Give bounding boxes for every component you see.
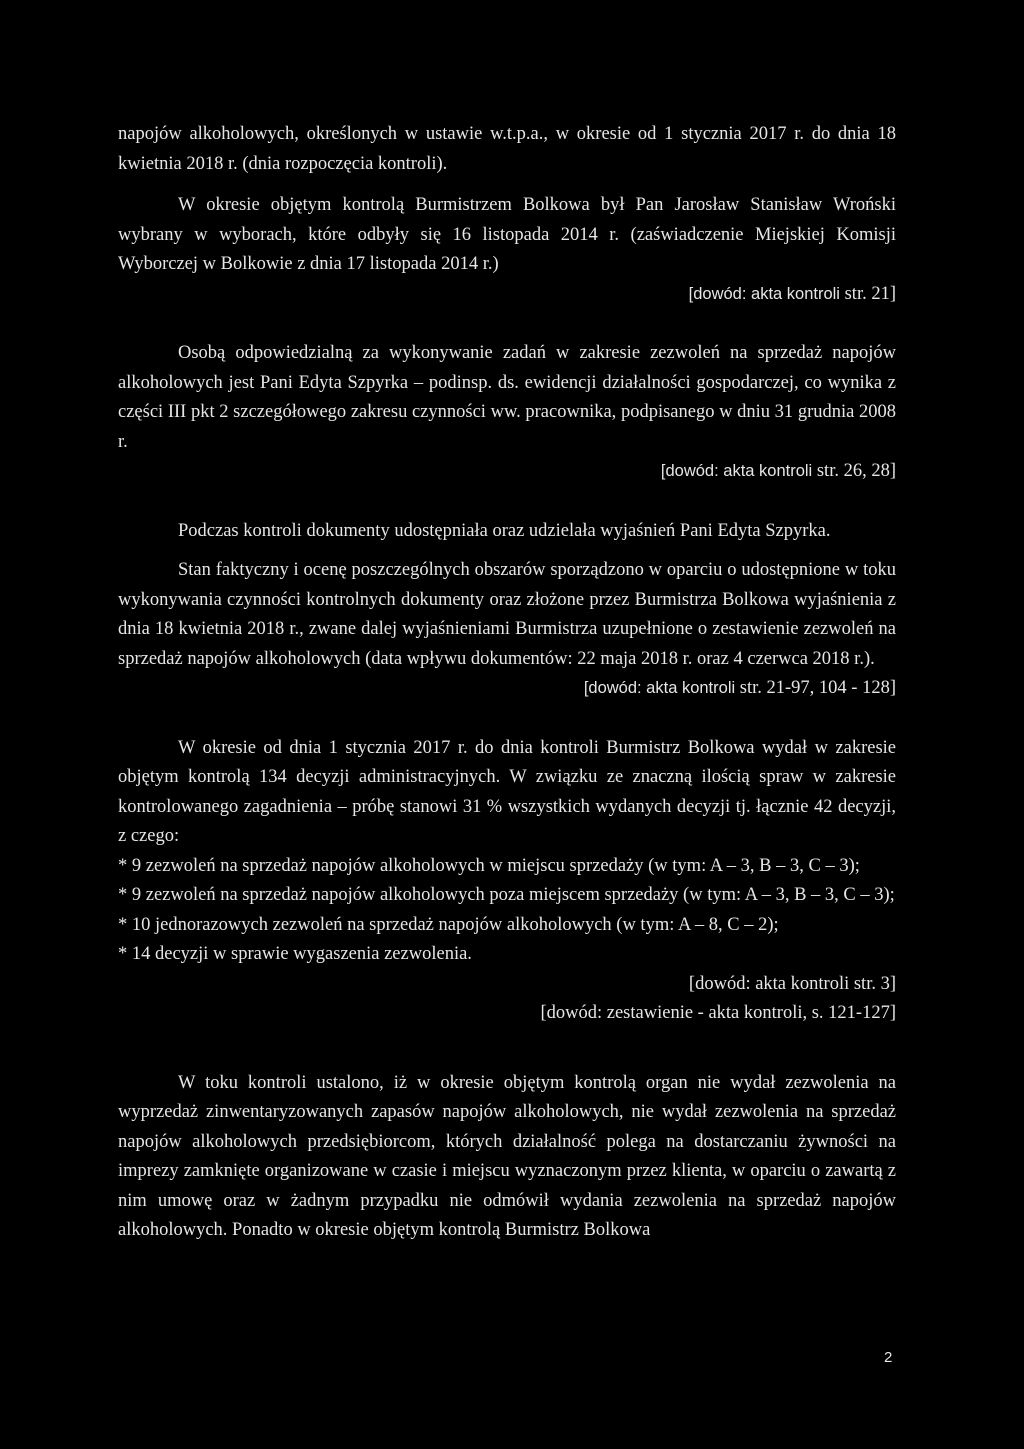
evidence-label: [dowód: akta kontroli [660, 462, 813, 480]
evidence-ref: str. 21-97, 104 - 128] [735, 678, 896, 698]
page-number: 2 [884, 1349, 893, 1366]
document-page [118, 120, 896, 1246]
evidence-reference-2 [118, 457, 896, 487]
evidence-ref: str. 21] [839, 283, 896, 304]
paragraph-mayor: W okresie objętym kontrolą Burmistrzem Bolkowa był Pan Jarosław Stanisław Wroński wybrany w wyborach, które odbyły się 16 listopada 2014 r. (zaświadczenie Miejskiej Komisji Wyborczej w Bolkowie z dnia 17 listopada 2014 r.) [118, 195, 896, 274]
list-item: * 9 zezwoleń na sprzedaż napojów alkoholowych poza miejscem sprzedaży (w tym: A – 3, B – 3, C – 3); [118, 885, 895, 905]
evidence-ref: str. 3] [849, 973, 896, 994]
evidence-ref: , s. 121-127] [802, 1003, 896, 1023]
evidence-label: [dowód: akta kontroli [688, 284, 840, 303]
list-item: * 10 jednorazowych zezwoleń na sprzedaż napojów alkoholowych (w tym: A – 8, C – 2); [118, 914, 779, 935]
paragraph-factual-state: Stan faktyczny i ocenę poszczególnych obszarów sporządzono w oparciu o udostępnione w toku wykonywania czynności kontrolnych dokumenty oraz złożone przez Burmistrza Bolkowa wyjaśnienia z dnia 18 kwietnia 2018 r., zwane dalej wyjaśnieniami Burmistrza uzupełnione o zestawienie zezwoleń na sprzedaż napojów alkoholowych (data wpływu dokumentów: 22 maja 2018 r. oraz 4 czerwca 2018 r.). [118, 560, 896, 669]
list-item: * 14 decyzji w sprawie wygaszenia zezwolenia. [118, 944, 472, 964]
evidence-ref: str. 26, 28] [812, 461, 896, 481]
paragraph-intro-continuation: napojów alkoholowych, określonych w ustawie w.t.p.a., w okresie od 1 stycznia 2017 r. do dnia 18 kwietnia 2018 r. (dnia rozpoczęcia kontroli). [118, 124, 896, 174]
decisions-list [118, 852, 896, 970]
evidence-reference-3 [118, 674, 896, 704]
paragraph-responsible-person: Osobą odpowiedzialną za wykonywanie zadań w zakresie zezwoleń na sprzedaż napojów alkoholowych jest Pani Edyta Szpyrka – podinsp. ds. ewidencji działalności gospodarczej, co wynika z części III pkt 2 szczegółowego zakresu czynności ww. pracownika, podpisanego w dniu 31 grudnia 2008 r. [118, 343, 896, 452]
paragraph-decisions-issued: W okresie od dnia 1 stycznia 2017 r. do dnia kontroli Burmistrz Bolkowa wydał w zakresie objętym kontrolą 134 decyzji administracyjnych. W związku ze znaczną ilością spraw w zakresie kontrolowanego zagadnienia – próbę stanowi 31 % wszystkich wydanych decyzji tj. łącznie 42 decyzji, z czego: [118, 737, 896, 846]
evidence-label: [dowód: akta kontroli [688, 973, 850, 994]
evidence-label: [dowód: akta kontroli [583, 679, 736, 697]
paragraph-documents-provided: Podczas kontroli dokumenty udostępniała oraz udzielała wyjaśnień Pani Edyta Szpyrka. [178, 520, 831, 541]
paragraph-control-findings: W toku kontroli ustalono, iż w okresie objętym kontrolą organ nie wydał zezwolenia na wyprzedaż zinwentaryzowanych zapasów napojów alkoholowych, nie wydał zezwolenia na sprzedaż napojów alkoholowych przedsiębiorcom, których działalność polega na dostarczaniu żywności na imprezy zamknięte organizowane w czasie i miejscu wyznaczonym przez klienta, w oparciu o zawartą z nim umowę oraz w żadnym przypadku nie odmówił wydania zezwolenia na sprzedaż napojów alkoholowych. Ponadto w okresie objętym kontrolą Burmistrz Bolkowa [118, 1072, 896, 1240]
list-item: * 9 zezwoleń na sprzedaż napojów alkoholowych w miejscu sprzedaży (w tym: A – 3, B – 3, C – 3); [118, 855, 860, 876]
evidence-reference-1 [118, 280, 896, 310]
evidence-label: [dowód: zestawienie - akta kontroli [540, 1003, 803, 1023]
evidence-reference-5 [118, 999, 896, 1029]
evidence-reference-4 [118, 970, 896, 1000]
